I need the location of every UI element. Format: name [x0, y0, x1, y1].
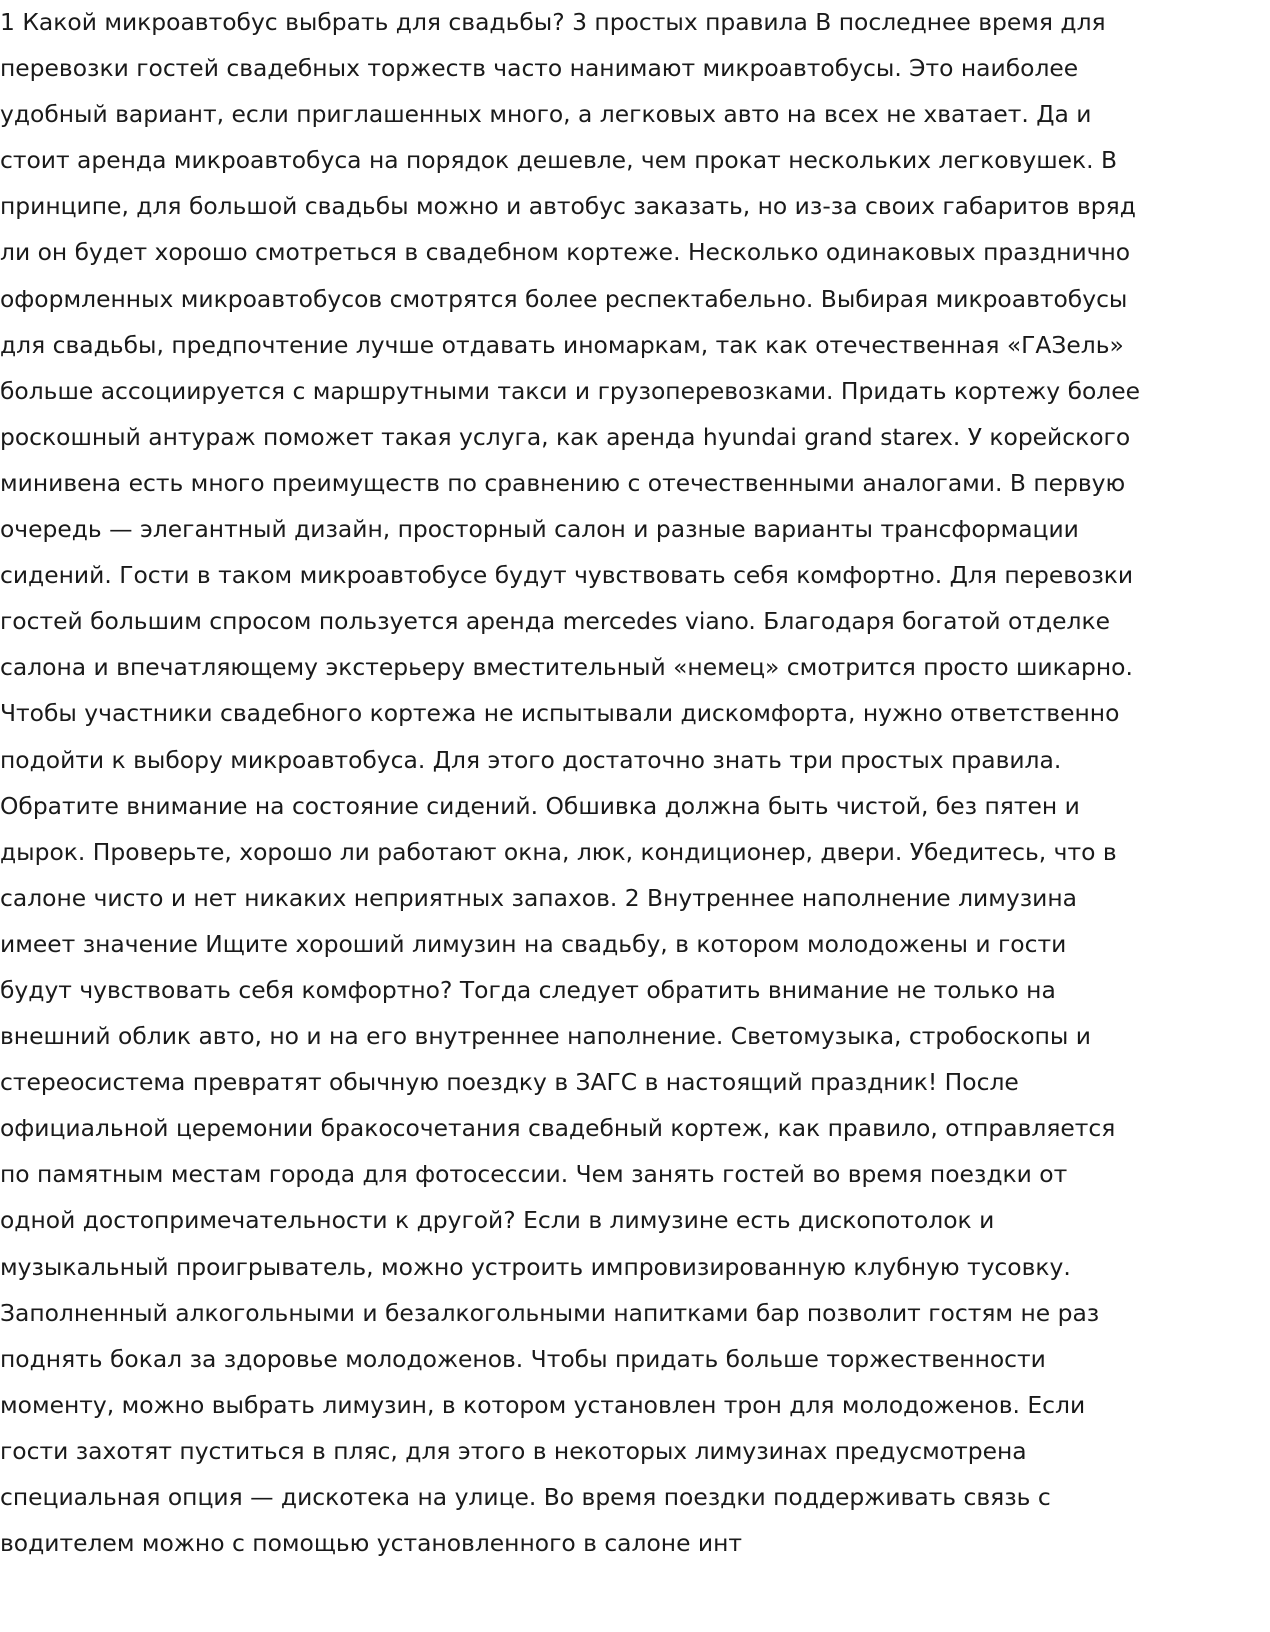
text-line: гостей большим спросом пользуется аренда mercedes viano. Благодаря богатой отделке	[0, 607, 1110, 636]
text-line: по памятным местам города для фотосессии. Чем занять гостей во время поездки от	[0, 1160, 1068, 1189]
text-line: принципе, для большой свадьбы можно и автобус заказать, но из-за своих габаритов вряд	[0, 192, 1136, 221]
text-line: моменту, можно выбрать лимузин, в котором установлен трон для молодоженов. Если	[0, 1390, 1086, 1419]
text-line: одной достопримечательности к другой? Если в лимузине есть дископотолок и	[0, 1206, 995, 1235]
text-line: стоит аренда микроавтобуса на порядок дешевле, чем прокат нескольких легковушек. В	[0, 146, 1118, 175]
text-line: водителем можно с помощью установленного в салоне инт	[0, 1529, 743, 1558]
text-line: музыкальный проигрыватель, можно устроить импровизированную клубную тусовку.	[0, 1252, 1071, 1281]
text-line: имеет значение Ищите хороший лимузин на свадьбу, в котором молодожены и гости	[0, 929, 1067, 958]
text-line: специальная опция — дискотека на улице. Во время поездки поддерживать связь с	[0, 1483, 1051, 1511]
text-line: удобный вариант, если приглашенных много, а легковых авто на всех не хватает. Да и	[0, 100, 1092, 129]
text-line: будут чувствовать себя комфортно? Тогда следует обратить внимание не только на	[0, 975, 1056, 1004]
text-line: поднять бокал за здоровье молодоженов. Чтобы придать больше торжественности	[0, 1344, 1046, 1373]
text-line: подойти к выбору микроавтобуса. Для этого достаточно знать три простых правила.	[0, 745, 1062, 774]
text-line: Чтобы участники свадебного кортежа не испытывали дискомфорта, нужно ответственно	[0, 699, 1120, 728]
text-line: стереосистема превратят обычную поездку в ЗАГС в настоящий праздник! После	[0, 1068, 1019, 1097]
text-line: Обратите внимание на состояние сидений. Обшивка должна быть чистой, без пятен и	[0, 791, 1080, 820]
text-line: сидений. Гости в таком микроавтобусе будут чувствовать себя комфортно. Для перевозки	[0, 561, 1134, 590]
text-line: минивена есть много преимуществ по сравнению с отечественными аналогами. В первую	[0, 468, 1126, 497]
text-line: внешний облик авто, но и на его внутреннее наполнение. Светомузыка, стробоскопы и	[0, 1022, 1091, 1051]
text-line: для свадьбы, предпочтение лучше отдавать иномаркам, так как отечественная «ГАЗель»	[0, 330, 1124, 359]
text-line: салоне чисто и нет никаких неприятных запахов. 2 Внутреннее наполнение лимузина	[0, 883, 1077, 912]
text-line: ли он будет хорошо смотреться в свадебном кортеже. Несколько одинаковых празднично	[0, 238, 1131, 267]
text-line: больше ассоциируется с маршрутными такси и грузоперевозками. Придать кортежу более	[0, 376, 1141, 405]
text-line: гости захотят пуститься в пляс, для этого в некоторых лимузинах предусмотрена	[0, 1436, 1027, 1465]
text-line: салона и впечатляющему экстерьеру вместительный «немец» смотрится просто шикарно.	[0, 653, 1133, 682]
text-line: очередь — элегантный дизайн, просторный салон и разные варианты трансформации	[0, 515, 1079, 544]
text-line: Заполненный алкогольными и безалкогольными напитками бар позволит гостям не раз	[0, 1298, 1100, 1327]
text-line: роскошный антураж поможет такая услуга, как аренда hyundai grand starex. У корейского	[0, 422, 1131, 451]
text-line: оформленных микроавтобусов смотрятся более респектабельно. Выбирая микроавтобусы	[0, 284, 1128, 313]
text-line: 1 Какой микроавтобус выбрать для свадьбы? 3 простых правила В последнее время для	[0, 8, 1106, 36]
text-line: официальной церемонии бракосочетания свадебный кортеж, как правило, отправляется	[0, 1114, 1116, 1143]
text-line: дырок. Проверьте, хорошо ли работают окна, люк, кондиционер, двери. Убедитесь, что в	[0, 837, 1117, 866]
text-line: перевозки гостей свадебных торжеств часто нанимают микроавтобусы. Это наиболее	[0, 54, 1079, 83]
